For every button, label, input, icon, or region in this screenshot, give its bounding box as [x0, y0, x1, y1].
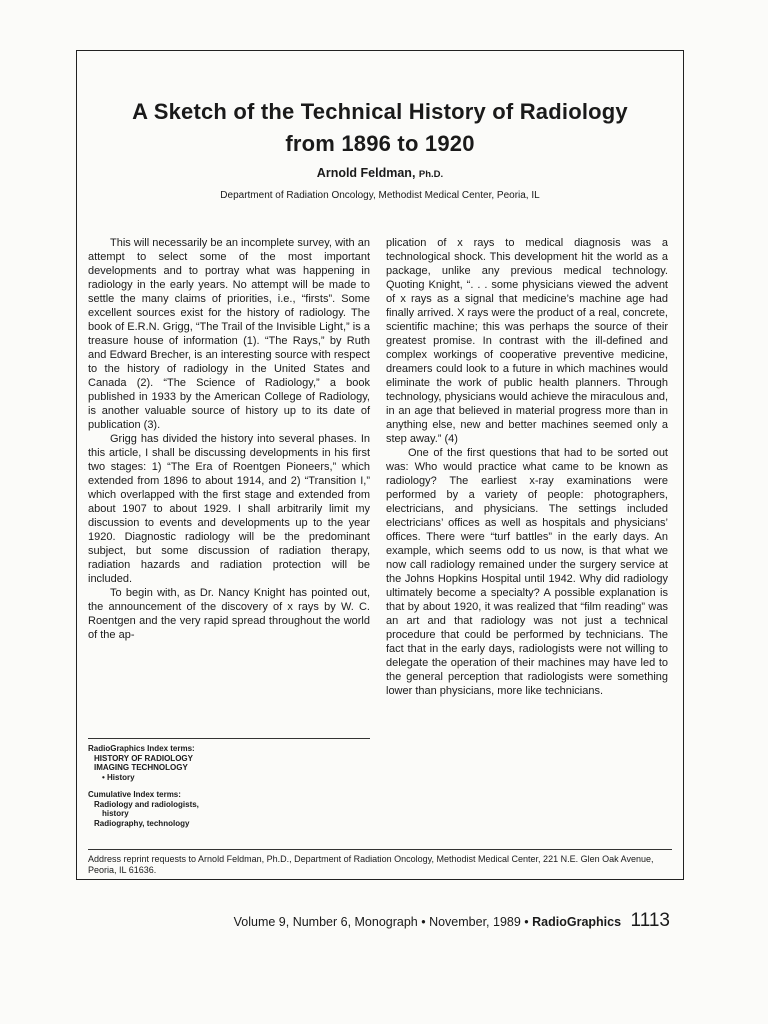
index-heading: RadioGraphics Index terms: — [88, 744, 195, 753]
paragraph: One of the first questions that had to be sorted out was: Who would practice what came to be known as radiology? The earliest x-ray examinations were performed by a variety of people: photographers, electricians, and physicians. The settings included electricians’ offices as well as hospitals and physicians’ offices. There were “turf battles” in the early days. An example, which seems odd to us now, is that what we now call radiology remained under the surgery service at the Johns Hopkins Hospital until 1942. Why did radiology ultimately become a specialty? A possible explanation is that by about 1920, it was realized that “film reading” was an art and that radiology was not just a technical procedure that could be performed by technicians. The fact that in the early days, radiologists were not willing to delegate the operation of their machines may have led to the general perception that radiologists were something lower than physicians, more like technicians. — [386, 447, 668, 697]
index-terms — [88, 744, 370, 828]
page-footer — [170, 910, 670, 932]
paragraph: Grigg has divided the history into several phases. In this article, I shall be discussing developments in his first two stages: 1) “The Era of Roentgen Pioneers,” which extended from 1896 to about 1914, and 2) “Transition I,” which overlapped with the first stage and extended from about 1907 to about 1929. I shall arbitrarily limit my discussion to events and developments up to the year 1920. Diagnostic radiology will be the predominant subject, but some discussion of radiation therapy, radiation hazards and radiation protection will be included. — [88, 433, 370, 585]
index-term: Radiology and radiologists, — [94, 799, 199, 809]
author-name: Arnold Feldman, — [316, 166, 416, 180]
body-column-left — [88, 236, 370, 642]
address-divider — [88, 849, 672, 850]
author-degree: Ph.D. — [418, 169, 444, 180]
article-title — [80, 96, 680, 160]
index-term: history — [102, 809, 129, 818]
reprint-address: Address reprint requests to Arnold Feldman, Ph.D., Department of Radiation Oncology, Methodist Medical Center, 221 N.E. Glen Oak Avenue, Peoria, IL 61636. — [88, 854, 654, 875]
footer-journal: RadioGraphics — [532, 915, 622, 929]
body-column-right — [386, 236, 668, 698]
paragraph: This will necessarily be an incomplete survey, with an attempt to select some of the most important developments and to portray what was happening in radiology in the early years. No attempt will be made to settle the many claims of priorities, i.e., “firsts”. Some excellent sources exist for the history of radiology. The book of E.R.N. Grigg, “The Trail of the Invisible Light,” is a treasure house of information (1). “The Rays,” by Ruth and Edward Brecher, is an interesting source with respect to the history of radiology in the United States and Canada (2). “The Science of Radiology,” a book published in 1933 by the American College of Radiology, is another valuable source of history up to its date of publication (3). — [88, 237, 370, 431]
page-number: 1113 — [630, 910, 670, 931]
index-term: • History — [102, 772, 135, 782]
index-divider — [88, 738, 370, 739]
index-heading: Cumulative Index terms: — [88, 790, 181, 799]
index-term: Radiography, technology — [94, 818, 190, 828]
title-line-2: from 1896 to 1920 — [285, 131, 475, 156]
paragraph: To begin with, as Dr. Nancy Knight has pointed out, the announcement of the discovery of x rays by W. C. Roentgen and the very rapid spread throughout the world of the ap- — [88, 587, 370, 641]
paragraph: plication of x rays to medical diagnosis was a technological shock. This development hit the world as a package, unlike any previous medical technology. Quoting Knight, “. . . some physicians viewed the advent of x rays as a signal that medicine’s machine age had finally arrived. X rays were the product of a real, concrete, scientific machine; this was perhaps the source of their greatest promise. In contrast with the ill-defined and complex workings of cooperative preventive medicine, dreamers could look to a future in which machines would eliminate the work of public health planners. Through technology, physicians would achieve the miraculous and, in an age that believed in material progress more than in anything else, new and better machines seemed only a step away.” (4) — [386, 237, 668, 445]
index-term: IMAGING TECHNOLOGY — [94, 763, 188, 772]
index-term: HISTORY OF RADIOLOGY — [94, 753, 193, 763]
author-affiliation: Department of Radiation Oncology, Methodist Medical Center, Peoria, IL — [220, 190, 540, 201]
author-line — [80, 166, 680, 180]
footer-volume: Volume 9, Number 6, Monograph • November, 1989 • — [233, 915, 529, 929]
title-line-1: A Sketch of the Technical History of Radiology — [132, 99, 628, 124]
